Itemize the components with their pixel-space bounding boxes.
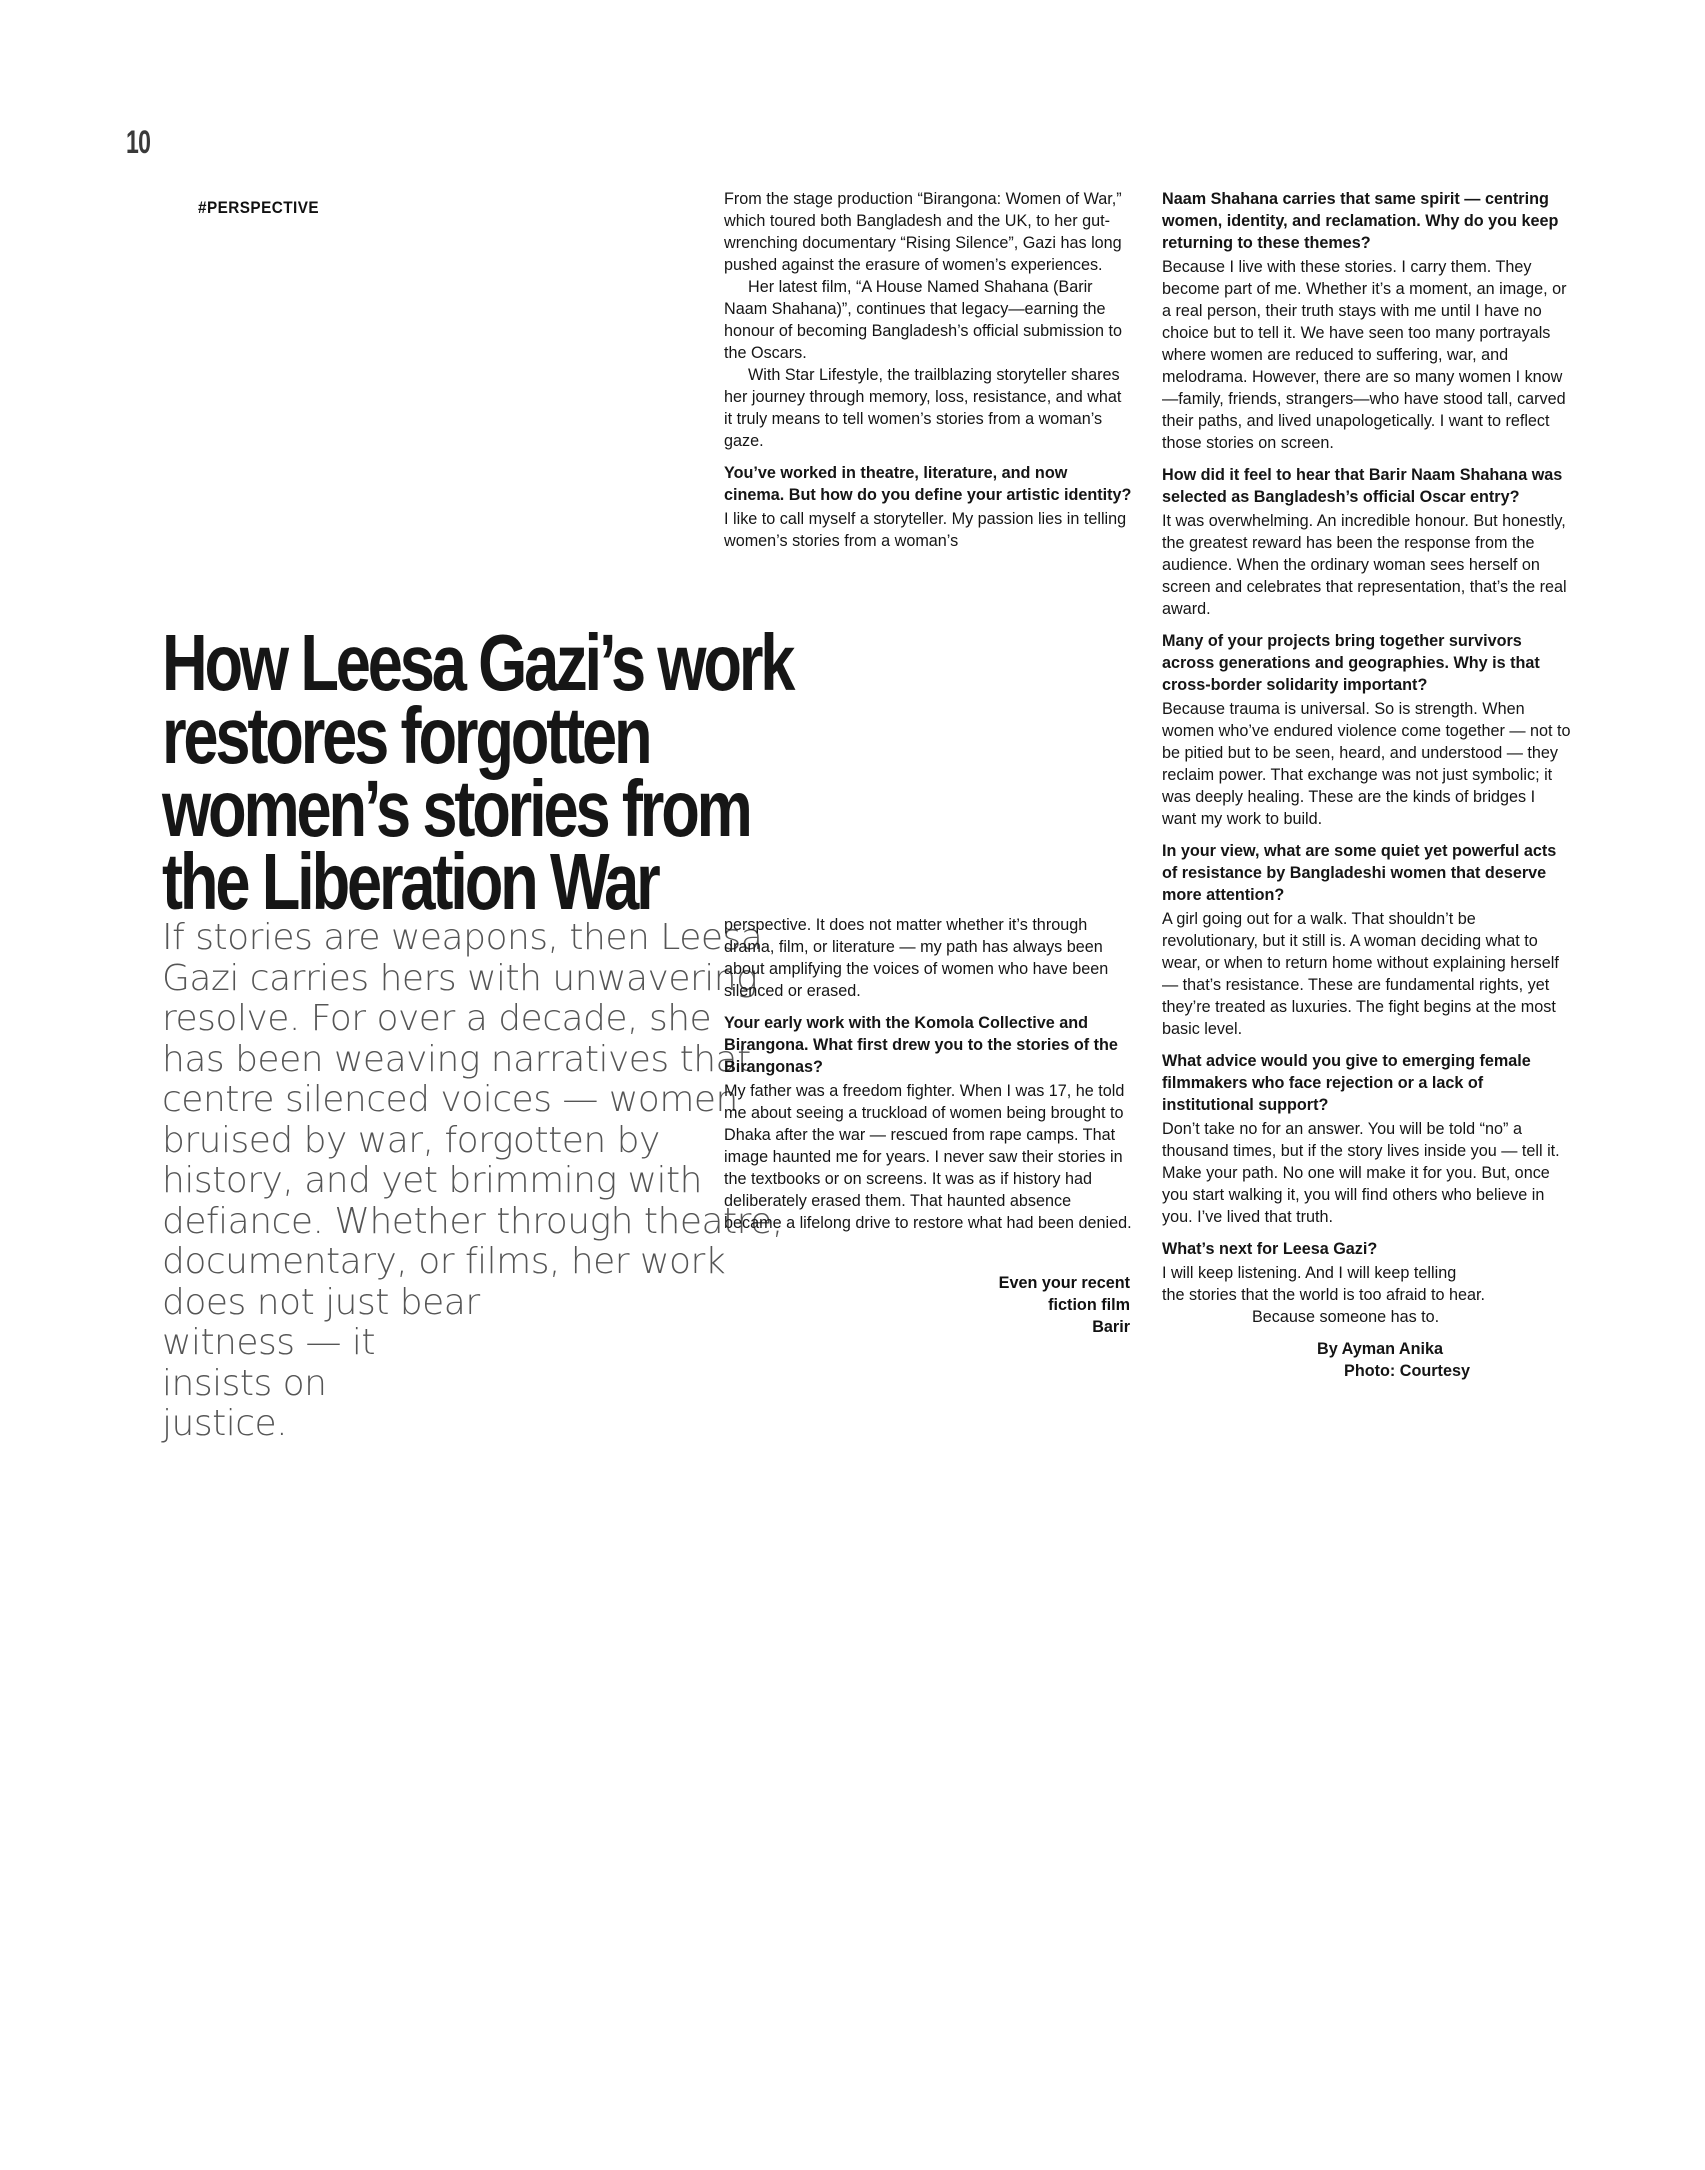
interview-question: Naam Shahana carries that same spirit — centring women, identity, and reclamation. Why do you keep returning to these themes?: [1162, 190, 1559, 252]
standfirst-line: witness — it: [162, 1322, 376, 1363]
intro-paragraph: With Star Lifestyle, the trailblazing storyteller shares her journey through memory, loss, resistance, and what it truly means to tell women’s stories from a woman’s gaze.: [724, 366, 1122, 450]
answer-line: I will keep listening. And I will keep telling: [1162, 1264, 1457, 1282]
section-tag: #PERSPECTIVE: [198, 198, 320, 217]
interview-answer: Don’t take no for an answer. You will be told “no” a thousand times, but if the story lives inside you — tell it. Make your path. No one will make it for you. But, once you start walking it, you will find others who believe in you. I’ve lived that truth.: [1162, 1120, 1560, 1226]
byline: By Ayman Anika: [1317, 1340, 1443, 1358]
standfirst-line: insists on: [162, 1362, 327, 1404]
standfirst: [162, 917, 783, 1445]
interview-answer: Because I live with these stories. I carry them. They become part of me. Whether it’s a moment, an image, or a real person, their truth stays with me until I have no choice but to tell it. We have seen too many portrayals where women are reduced to suffering, war, and melodrama. However, there are so many women I know—family, friends, strangers—who have stood tall, carved their paths, and lived unapologetically. I want to reflect those stories on screen.: [1162, 258, 1567, 452]
headline: [162, 618, 793, 926]
standfirst-line: bruised by war, forgotten by: [162, 1119, 660, 1161]
answer-line: the stories that the world is too afraid to hear.: [1162, 1286, 1486, 1304]
interview-answer: Because trauma is universal. So is strength. When women who’ve endured violence come together — not to be pitied but to be seen, heard, and understood — they reclaim power. That exchange was not just symbolic; it was deeply healing. These are the kinds of bridges I want my work to build.: [1162, 700, 1571, 828]
interview-answer: My father was a freedom fighter. When I was 17, he told me about seeing a truckload of women being brought to Dhaka after the war — rescued from rape camps. That image haunted me for years. I never saw their stories in the textbooks or on screens. It was as if history had deliberately erased them. That haunted absence became a lifelong drive to restore what had been denied.: [724, 1082, 1132, 1232]
interview-answer: It was overwhelming. An incredible honour. But honestly, the greatest reward has been the response from the audience. When the ordinary woman sees herself on screen and celebrates that representation, that’s the real award.: [1162, 512, 1567, 618]
page-number: 10: [126, 124, 151, 160]
standfirst-line: documentary, or films, her work: [162, 1241, 726, 1282]
standfirst-line: Gazi carries hers with unwavering: [162, 957, 758, 999]
interview-answer: A girl going out for a walk. That shouldn’t be revolutionary, but it still is. A woman deciding what to wear, or when to return home without explaining herself — that’s resistance. These are fundamental rights, yet they’re treated as luxuries. The fight begins at the most basic level.: [1162, 910, 1559, 1038]
column-3: [1162, 188, 1572, 1382]
answer-line: Because someone has to.: [1252, 1308, 1440, 1326]
question-line: fiction film: [1048, 1296, 1130, 1314]
interview-question: In your view, what are some quiet yet powerful acts of resistance by Bangladeshi women that deserve more attention?: [1162, 842, 1557, 904]
question-line: Barir: [1092, 1318, 1130, 1336]
interview-question: What advice would you give to emerging female filmmakers who face rejection or a lack of institutional support?: [1162, 1052, 1531, 1114]
headline-line: restores forgotten: [162, 691, 650, 780]
interview-question: Your early work with the Komola Collective and Birangona. What first drew you to the stories of the Birangonas?: [724, 1014, 1118, 1076]
photo-credit: Photo: Courtesy: [1344, 1362, 1470, 1380]
headline-line: How Leesa Gazi’s work: [162, 618, 793, 707]
standfirst-line: resolve. For over a decade, she: [162, 998, 712, 1039]
standfirst-line: defiance. Whether through theatre,: [162, 1200, 783, 1242]
interview-question: Many of your projects bring together survivors across generations and geographies. Why is that cross-border solidarity important?: [1162, 632, 1540, 694]
interview-answer: [1162, 1262, 1572, 1328]
interview-question: How did it feel to hear that Barir Naam Shahana was selected as Bangladesh’s official Oscar entry?: [1162, 466, 1563, 506]
standfirst-line: has been weaving narratives that: [162, 1038, 751, 1080]
question-line: Even your recent: [998, 1274, 1130, 1292]
interview-answer: I like to call myself a storyteller. My passion lies in telling women’s stories from a woman’s: [724, 510, 1127, 550]
standfirst-line: does not just bear: [162, 1281, 480, 1323]
standfirst-line: history, and yet brimming with: [162, 1160, 702, 1201]
standfirst-line: centre silenced voices — women: [162, 1079, 738, 1120]
interview-question: You’ve worked in theatre, literature, and now cinema. But how do you define your artistic identity?: [724, 464, 1132, 504]
column-2-bottom: [724, 914, 1132, 1234]
interview-question: What’s next for Leesa Gazi?: [1162, 1240, 1378, 1258]
headline-line: the Liberation War: [162, 837, 658, 926]
standfirst-line: If stories are weapons, then Leesa: [162, 917, 763, 958]
intro-paragraph: From the stage production “Birangona: Women of War,” which toured both Bangladesh and the UK, to her gut-wrenching documentary “Rising Silence”, Gazi has long pushed against the erasure of women’s experiences.: [724, 190, 1122, 274]
standfirst-line: justice.: [162, 1403, 288, 1444]
intro-paragraph: Her latest film, “A House Named Shahana (Barir Naam Shahana)”, continues that legacy—earning the honour of becoming Bangladesh’s official submission to the Oscars.: [724, 278, 1123, 362]
interview-answer: perspective. It does not matter whether it’s through drama, film, or literature — my path has always been about amplifying the voices of women who have been silenced or erased.: [724, 916, 1109, 1000]
interview-question-start: [940, 1272, 1130, 1338]
headline-line: women’s stories from: [162, 764, 750, 853]
column-2-top: [724, 188, 1132, 552]
